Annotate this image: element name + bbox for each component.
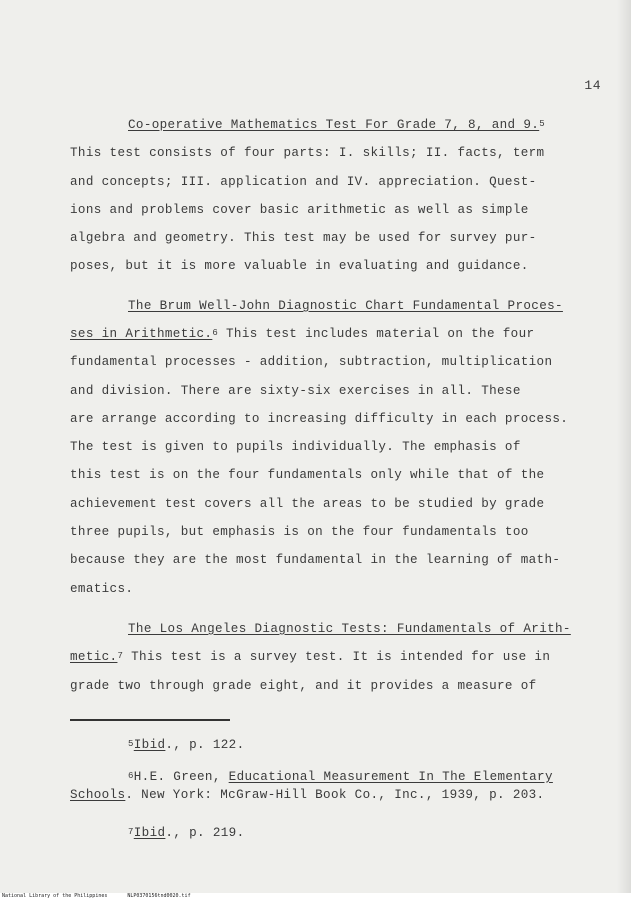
footnote-5-number: 5 [128, 739, 134, 749]
p2-line-4: are arrange according to increasing difficulty in each process. [70, 412, 569, 426]
footnote-divider [70, 719, 230, 721]
footnote-6-number: 6 [128, 771, 134, 781]
p1-title: Co-operative Mathematics Test For Grade 7, 8, and 9. [128, 118, 540, 132]
p2-line-1-rest: This test includes material on the four [218, 327, 535, 341]
p3-title-line [128, 622, 571, 636]
p3-title-a: The Los Angeles Diagnostic Tests: Fundamentals of Arith- [128, 622, 571, 636]
footnote-6-author: H.E. Green, [133, 770, 229, 784]
footnote-5-ibid: Ibid [133, 738, 166, 752]
p2-line-10: ematics. [70, 582, 134, 596]
footnote-ref-5: 5 [539, 119, 545, 129]
footnote-7 [128, 826, 244, 840]
p1-line-4: algebra and geometry. This test may be used for survey pur- [70, 231, 537, 245]
p2-line-7: achievement test covers all the areas to be studied by grade [70, 497, 545, 511]
scan-footer [0, 893, 631, 900]
p2-line-9: because they are the most fundamental in the learning of math- [70, 553, 561, 567]
p2-line-2: fundamental processes - addition, subtraction, multiplication [70, 355, 553, 369]
footnote-6-title-b: Schools [70, 788, 126, 802]
p2-title-line [128, 299, 563, 313]
footnote-6 [128, 770, 553, 784]
footnote-6-text: . New York: McGraw-Hill Book Co., Inc., 1939, p. 203. [125, 788, 545, 802]
footnote-ref-6: 6 [212, 328, 219, 338]
footnote-6-title-a: Educational Measurement In The Elementary [228, 770, 553, 784]
p3-line-1 [70, 650, 550, 664]
footnote-ref-7: 7 [117, 651, 124, 661]
footer-file-id: NLP0370156tnd0020.tif [127, 893, 191, 899]
p3-line-2: grade two through grade eight, and it provides a measure of [70, 679, 537, 693]
p2-title-a: The Brum Well-John Diagnostic Chart Fundamental Proces- [128, 299, 563, 313]
p1-line-5: poses, but it is more valuable in evaluating and guidance. [70, 259, 529, 273]
p2-line-3: and division. There are sixty-six exercises in all. These [70, 384, 521, 398]
footer-library: National Library of the Philippines [2, 893, 108, 899]
footnote-7-number: 7 [128, 827, 134, 837]
p1-title-line [128, 118, 545, 132]
p1-line-1: This test consists of four parts: I. skills; II. facts, term [70, 146, 545, 160]
p1-line-3: ions and problems cover basic arithmetic as well as simple [70, 203, 529, 217]
page-edge-shadow [617, 0, 631, 893]
p2-line-5: The test is given to pupils individually. The emphasis of [70, 440, 521, 454]
footnote-5-text: ., p. 122. [165, 738, 245, 752]
footnote-7-ibid: Ibid [133, 826, 166, 840]
p1-line-2: and concepts; III. application and IV. appreciation. Quest- [70, 175, 537, 189]
p3-line-1-rest: This test is a survey test. It is intended for use in [123, 650, 551, 664]
page-number: 14 [584, 78, 601, 93]
p2-line-6: this test is on the four fundamentals only while that of the [70, 468, 545, 482]
p2-title-b: ses in Arithmetic. [70, 327, 213, 341]
footnote-7-text: ., p. 219. [165, 826, 245, 840]
footnote-6-cont [70, 788, 544, 802]
p2-line-1 [70, 327, 534, 341]
p3-title-b: metic. [70, 650, 118, 664]
p2-line-8: three pupils, but emphasis is on the four fundamentals too [70, 525, 529, 539]
footnote-5 [128, 738, 244, 752]
